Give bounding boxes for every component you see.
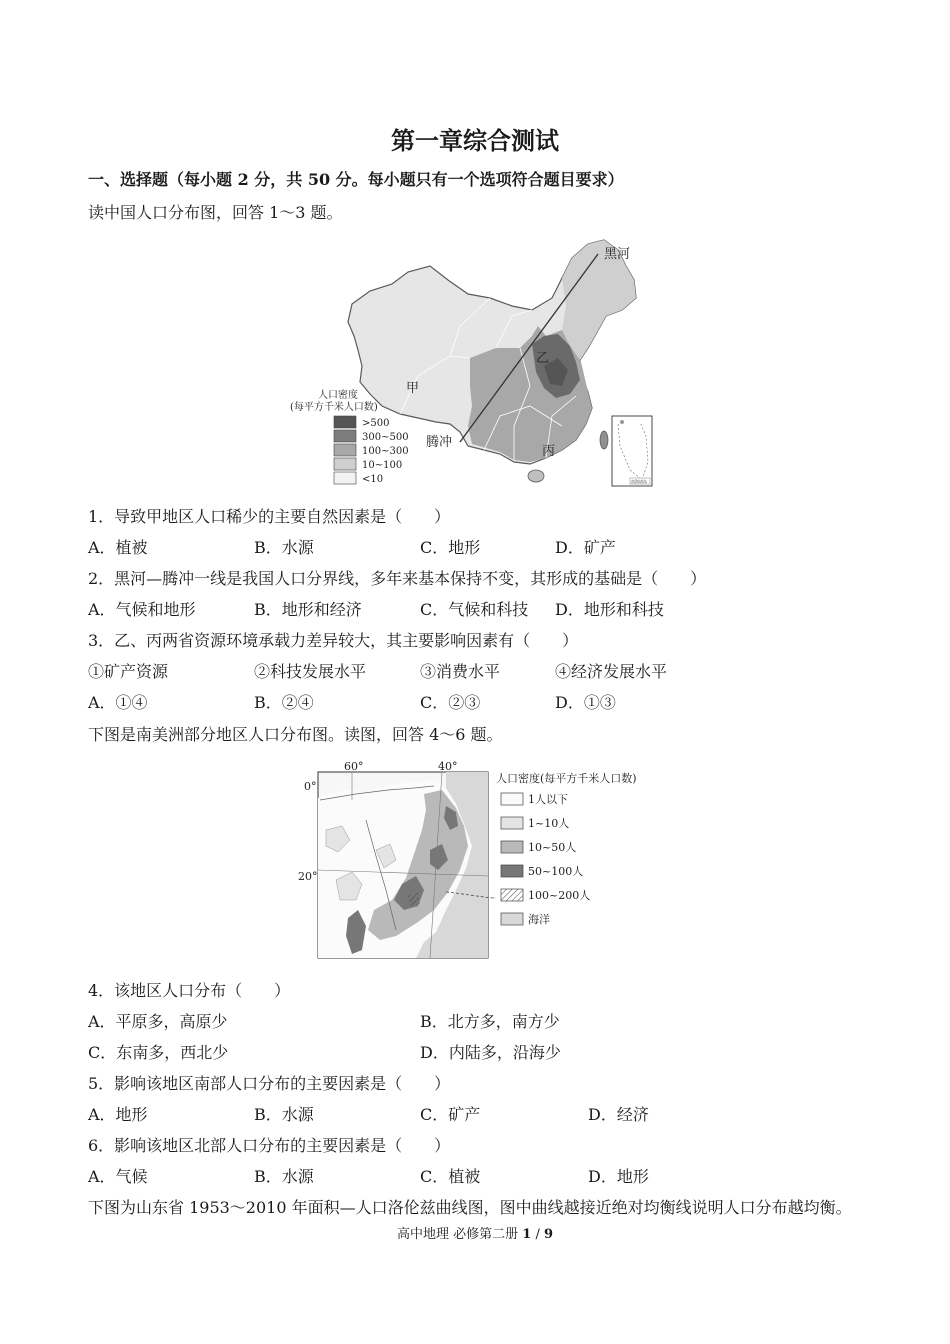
intro-text-3: 下图为山东省 1953～2010 年面积—人口洛伦兹曲线图，图中曲线越接近绝对均衡线说明人口分布越均衡。: [88, 1198, 852, 1217]
legend-swatch-10-100: [334, 458, 356, 470]
label-heihe: 黑河: [604, 247, 631, 262]
label-bing: 丙: [542, 444, 556, 459]
legend2-swatch-50-100: [501, 865, 523, 877]
south-america-population-map: [296, 760, 637, 966]
legend2-swatch-100-200: [501, 889, 523, 901]
legend2-title: 人口密度(每平方千米人口数): [496, 772, 637, 785]
question-2-option-c[interactable]: C．气候和科技: [420, 600, 529, 619]
question-4-option-a[interactable]: A．平原多，高原少: [88, 1012, 228, 1031]
legend2-label-100-200: 100~200人: [528, 889, 591, 902]
question-4-option-b[interactable]: B．北方多，南方少: [420, 1012, 560, 1031]
question-5-option-c[interactable]: C．矿产: [420, 1105, 481, 1124]
question-4-option-c[interactable]: C．东南多，西北少: [88, 1043, 229, 1062]
question-1-stem: 1．导致甲地区人口稀少的主要自然因素是（ ）: [88, 507, 451, 526]
legend2-label-lt1: 1人以下: [528, 793, 568, 806]
question-1-option-b[interactable]: B．水源: [254, 538, 314, 557]
legend-swatch-300-500: [334, 430, 356, 442]
label-yi: 乙: [536, 351, 550, 366]
question-3-option-a[interactable]: A．①④: [88, 693, 148, 712]
legend-subtitle: (每平方千米人口数): [290, 402, 378, 413]
legend-label-300-500: 300~500: [362, 432, 409, 443]
question-5-option-b[interactable]: B．水源: [254, 1105, 314, 1124]
legend2-swatch-1-10: [501, 817, 523, 829]
question-4-stem: 4．该地区人口分布（ ）: [88, 981, 291, 1000]
question-6-option-a[interactable]: A．气候: [88, 1167, 148, 1186]
legend-swatch-100-300: [334, 444, 356, 456]
intro-text-2: 下图是南美洲部分地区人口分布图。读图，回答 4～6 题。: [88, 725, 503, 744]
footer-text: 高中地理 必修第二册: [396, 1227, 519, 1242]
question-2-option-a[interactable]: A．气候和地形: [88, 600, 196, 619]
legend2-label-ocean: 海洋: [528, 913, 550, 926]
china-population-map: [290, 236, 670, 492]
label-jia: 甲: [406, 381, 420, 396]
question-3-item-1: ①矿产资源: [88, 662, 169, 681]
footer-page-total: 9: [543, 1227, 554, 1242]
legend-swatch-gt500: [334, 416, 356, 428]
question-1-option-a[interactable]: A．植被: [88, 538, 148, 557]
legend2-swatch-lt1: [501, 793, 523, 805]
footer-page-number: 1: [522, 1227, 532, 1242]
question-5-option-a[interactable]: A．地形: [88, 1105, 148, 1124]
section-heading: 一、选择题（每小题 2 分，共 50 分。每小题只有一个选项符合题目要求）: [88, 170, 624, 189]
question-6-option-b[interactable]: B．水源: [254, 1167, 314, 1186]
question-6-option-c[interactable]: C．植被: [420, 1167, 481, 1186]
lon-label-40: 40°: [438, 760, 458, 773]
question-3-item-3: ③消费水平: [420, 662, 501, 681]
question-4-option-d[interactable]: D．内陆多，沿海少: [420, 1043, 561, 1062]
lat-label-20: 20°: [298, 870, 318, 883]
question-5-stem: 5．影响该地区南部人口分布的主要因素是（ ）: [88, 1074, 451, 1093]
legend2-label-50-100: 50~100人: [528, 865, 584, 878]
question-3-item-2: ②科技发展水平: [254, 662, 367, 681]
legend2-swatch-10-50: [501, 841, 523, 853]
legend-label-gt500: >500: [362, 418, 390, 429]
page-footer: [0, 1227, 950, 1243]
question-6-option-d[interactable]: D．地形: [588, 1167, 649, 1186]
question-3-item-4: ④经济发展水平: [555, 662, 668, 681]
inset-label: 南海诸岛: [631, 479, 647, 484]
question-3-option-d[interactable]: D．①③: [555, 693, 616, 712]
hainan-island: [528, 470, 544, 482]
question-2-stem: 2．黑河—腾冲一线是我国人口分界线，多年来基本保持不变，其形成的基础是（ ）: [88, 569, 707, 588]
question-1-option-d[interactable]: D．矿产: [555, 538, 616, 557]
legend2-swatch-ocean: [501, 913, 523, 925]
legend-label-10-100: 10~100: [362, 460, 403, 471]
question-6-stem: 6．影响该地区北部人口分布的主要因素是（ ）: [88, 1136, 451, 1155]
legend-label-100-300: 100~300: [362, 446, 409, 457]
question-1-option-c[interactable]: C．地形: [420, 538, 481, 557]
question-5-option-d[interactable]: D．经济: [588, 1105, 649, 1124]
legend-title: 人口密度: [318, 390, 358, 401]
legend2-label-1-10: 1~10人: [528, 817, 570, 830]
question-3-stem: 3．乙、丙两省资源环境承载力差异较大，其主要影响因素有（ ）: [88, 631, 579, 650]
label-tengchong: 腾冲: [426, 435, 453, 450]
legend2-label-10-50: 10~50人: [528, 841, 577, 854]
lon-label-60: 60°: [344, 760, 364, 773]
question-2-option-b[interactable]: B．地形和经济: [254, 600, 362, 619]
footer-separator: /: [531, 1227, 544, 1242]
question-2-option-d[interactable]: D．地形和科技: [555, 600, 664, 619]
lat-label-0: 0°: [304, 780, 317, 793]
south-china-sea-inset: [612, 416, 652, 486]
legend-swatch-lt10: [334, 472, 356, 484]
question-3-option-c[interactable]: C．②③: [420, 693, 481, 712]
page-title: 第一章综合测试: [391, 126, 559, 155]
legend-label-lt10: <10: [362, 474, 384, 485]
intro-text-1: 读中国人口分布图，回答 1～3 题。: [88, 203, 343, 222]
taiwan-island: [600, 431, 608, 449]
question-3-option-b[interactable]: B．②④: [254, 693, 314, 712]
